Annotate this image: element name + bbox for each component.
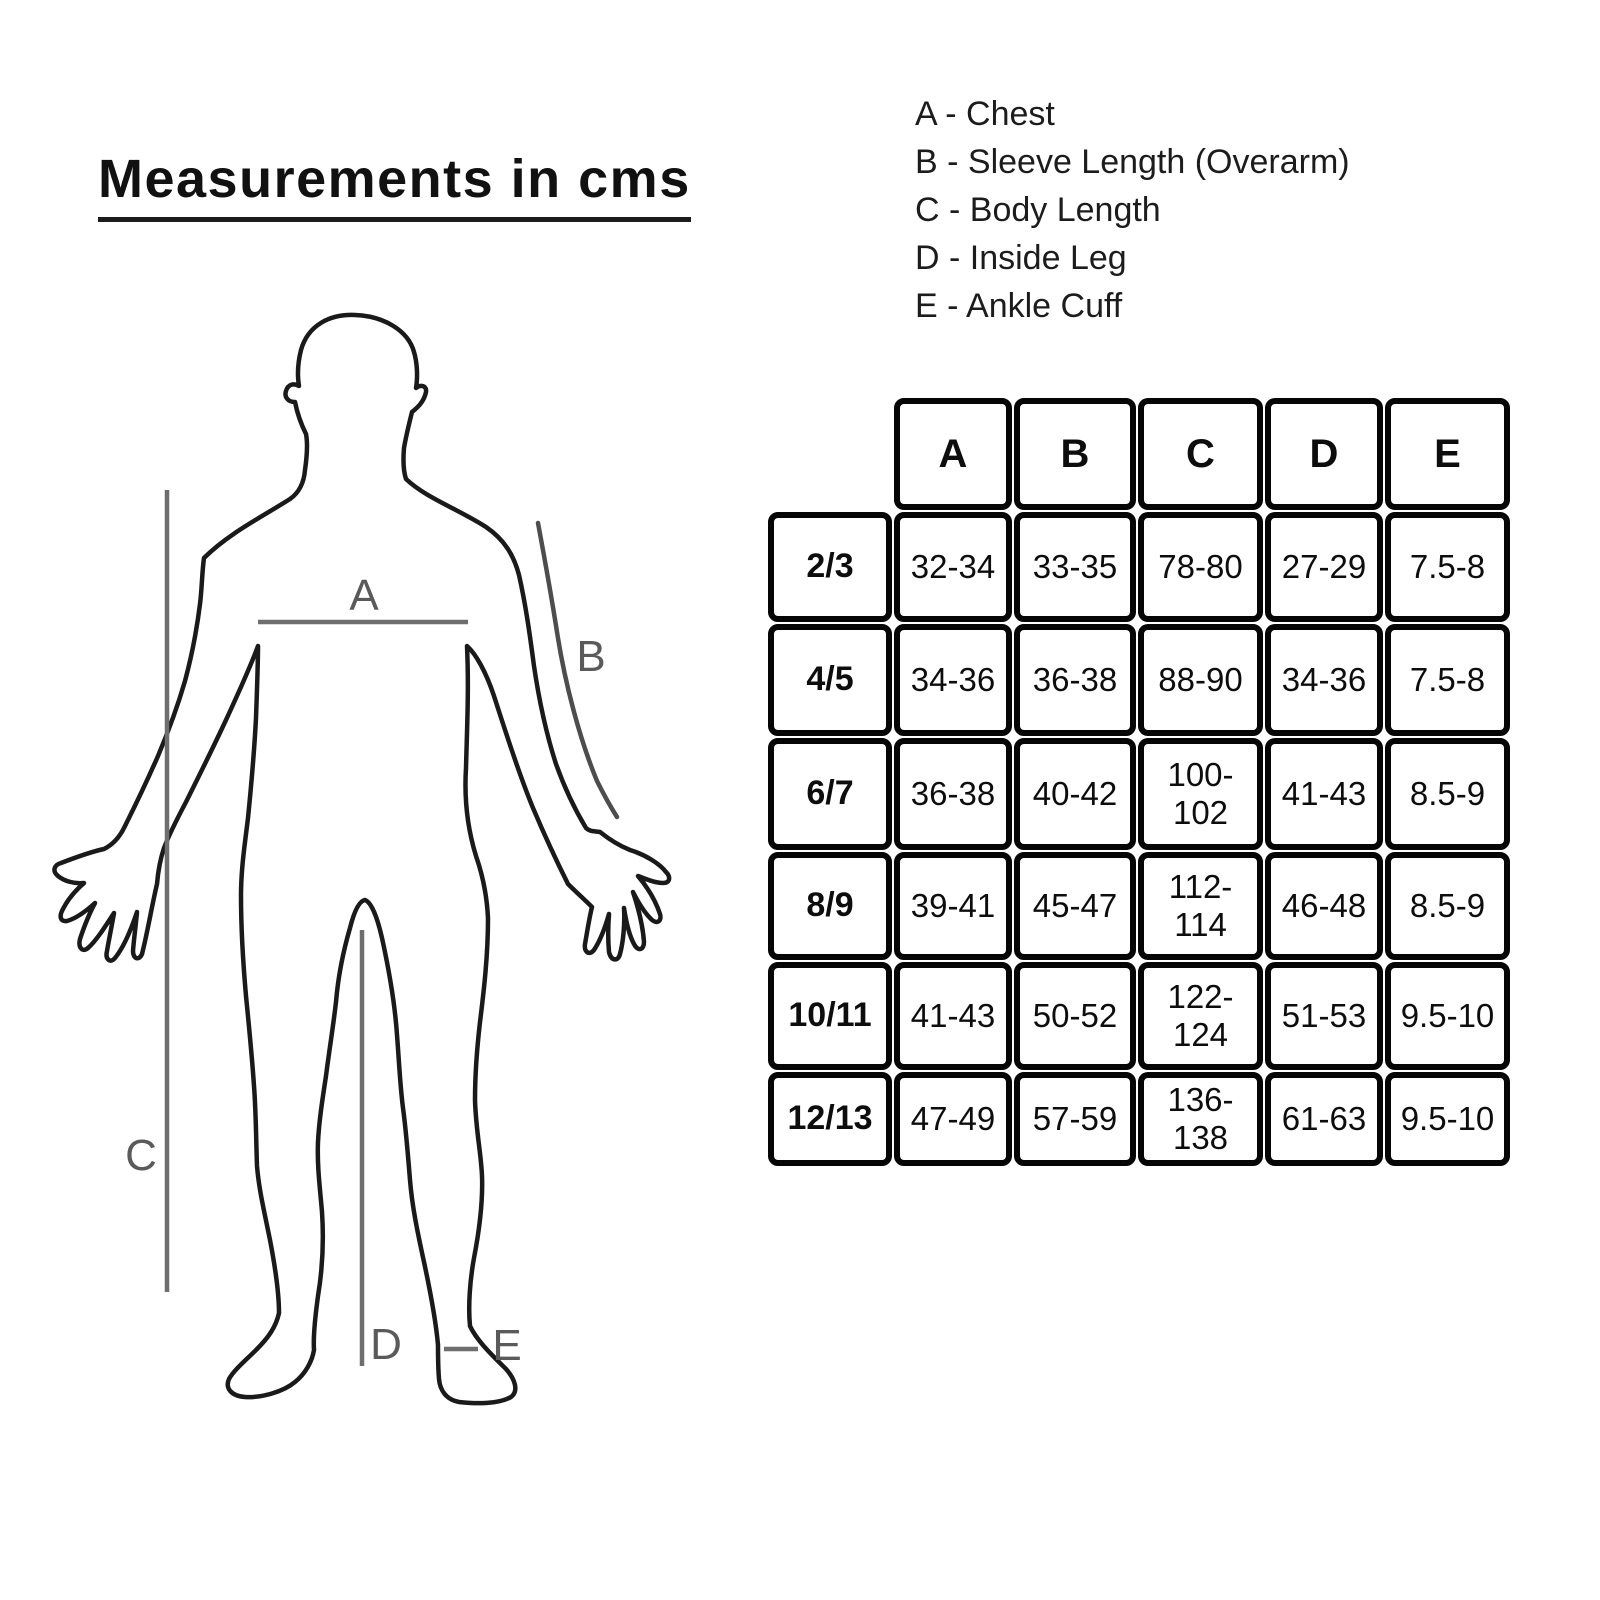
- marker-b-label: B: [576, 632, 606, 681]
- table-cell: 51-53: [1265, 962, 1383, 1070]
- table-cell: 47-49: [894, 1072, 1012, 1166]
- legend-item-ankle-cuff: E - Ankle Cuff: [915, 287, 1123, 325]
- table-cell: 34-36: [894, 624, 1012, 736]
- table-cell: 57-59: [1014, 1072, 1136, 1166]
- legend-item-chest: A - Chest: [915, 95, 1055, 133]
- row-label: 10/11: [768, 962, 892, 1070]
- table-cell: 100-102: [1138, 738, 1263, 850]
- header-cell-a: A: [894, 398, 1012, 510]
- marker-e-label: E: [492, 1321, 522, 1370]
- table-corner-spacer: [768, 398, 892, 510]
- body-diagram: [20, 290, 740, 1420]
- table-cell: 36-38: [1014, 624, 1136, 736]
- marker-labels: [125, 571, 606, 1370]
- legend-item-inside-leg: D - Inside Leg: [915, 239, 1127, 277]
- table-cell: 8.5-9: [1385, 852, 1510, 960]
- row-label: 4/5: [768, 624, 892, 736]
- table-cell: 32-34: [894, 512, 1012, 622]
- table-cell: 40-42: [1014, 738, 1136, 850]
- table-cell: 136-138: [1138, 1072, 1263, 1166]
- header-cell-c: C: [1138, 398, 1263, 510]
- row-label: 12/13: [768, 1072, 892, 1166]
- header-cell-b: B: [1014, 398, 1136, 510]
- marker-a-label: A: [349, 571, 379, 620]
- page-title: Measurements in cms: [98, 148, 691, 222]
- table-cell: 112-114: [1138, 852, 1263, 960]
- measurement-legend: [915, 90, 1350, 330]
- header-cell-d: D: [1265, 398, 1383, 510]
- table-cell: 46-48: [1265, 852, 1383, 960]
- table-cell: 34-36: [1265, 624, 1383, 736]
- table-cell: 33-35: [1014, 512, 1136, 622]
- legend-item-sleeve: B - Sleeve Length (Overarm): [915, 143, 1350, 181]
- table-cell: 9.5-10: [1385, 962, 1510, 1070]
- legend-item-body-length: C - Body Length: [915, 191, 1161, 229]
- table-cell: 7.5-8: [1385, 512, 1510, 622]
- table-cell: 8.5-9: [1385, 738, 1510, 850]
- marker-d-label: D: [370, 1320, 402, 1369]
- table-cell: 45-47: [1014, 852, 1136, 960]
- marker-c-label: C: [125, 1131, 157, 1180]
- size-table: [768, 398, 1510, 1166]
- table-cell: 41-43: [1265, 738, 1383, 850]
- table-cell: 27-29: [1265, 512, 1383, 622]
- table-cell: 61-63: [1265, 1072, 1383, 1166]
- table-cell: 50-52: [1014, 962, 1136, 1070]
- table-cell: 78-80: [1138, 512, 1263, 622]
- row-label: 8/9: [768, 852, 892, 960]
- table-cell: 36-38: [894, 738, 1012, 850]
- row-label: 2/3: [768, 512, 892, 622]
- measurement-lines: [167, 490, 617, 1366]
- table-cell: 9.5-10: [1385, 1072, 1510, 1166]
- table-cell: 41-43: [894, 962, 1012, 1070]
- table-cell: 122-124: [1138, 962, 1263, 1070]
- table-cell: 7.5-8: [1385, 624, 1510, 736]
- row-label: 6/7: [768, 738, 892, 850]
- table-cell: 39-41: [894, 852, 1012, 960]
- header-cell-e: E: [1385, 398, 1510, 510]
- table-cell: 88-90: [1138, 624, 1263, 736]
